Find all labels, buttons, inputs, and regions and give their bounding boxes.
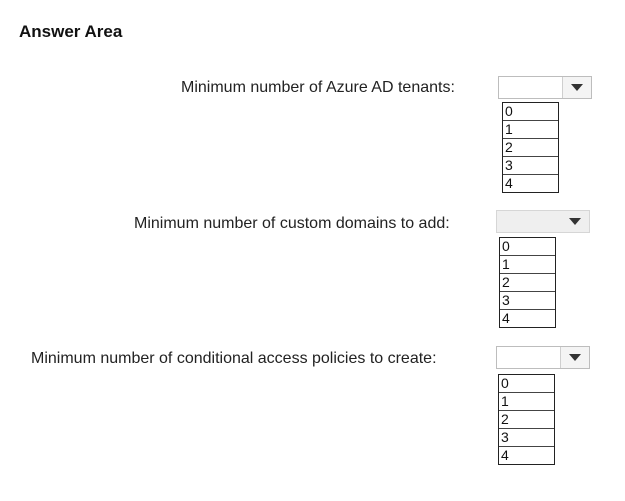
question-label-azure-ad-tenants: Minimum number of Azure AD tenants: [181,79,455,96]
custom-domains-options [499,237,556,328]
option-item[interactable]: 0 [500,238,555,256]
option-item[interactable]: 4 [505,175,513,191]
option-item[interactable]: 1 [503,121,558,139]
chevron-down-icon [569,218,581,225]
option-item[interactable]: 1 [499,393,554,411]
answer-area-title: Answer Area [19,22,123,41]
question-label-custom-domains: Minimum number of custom domains to add: [134,215,450,232]
azure-ad-tenants-dropdown[interactable] [498,76,592,99]
option-item[interactable]: 3 [503,157,558,175]
option-item[interactable]: 0 [499,375,554,393]
dropdown-toggle[interactable] [560,347,589,368]
question-label-conditional-access-policies: Minimum number of conditional access policies to create: [31,350,437,367]
custom-domains-dropdown[interactable] [496,210,590,233]
option-item[interactable]: 1 [500,256,555,274]
azure-ad-tenants-options [502,102,559,193]
option-item[interactable]: 2 [503,139,558,157]
option-item[interactable]: 0 [503,103,558,121]
dropdown-toggle[interactable] [562,77,591,98]
dropdown-toggle[interactable] [560,211,589,232]
chevron-down-icon [571,84,583,91]
conditional-access-policies-dropdown[interactable] [496,346,590,369]
option-item[interactable]: 4 [502,310,510,326]
option-item[interactable]: 3 [500,292,555,310]
option-item[interactable]: 2 [499,411,554,429]
chevron-down-icon [569,354,581,361]
option-item[interactable]: 3 [499,429,554,447]
option-item[interactable]: 2 [500,274,555,292]
conditional-access-policies-options [498,374,555,465]
option-item[interactable]: 4 [501,447,509,463]
